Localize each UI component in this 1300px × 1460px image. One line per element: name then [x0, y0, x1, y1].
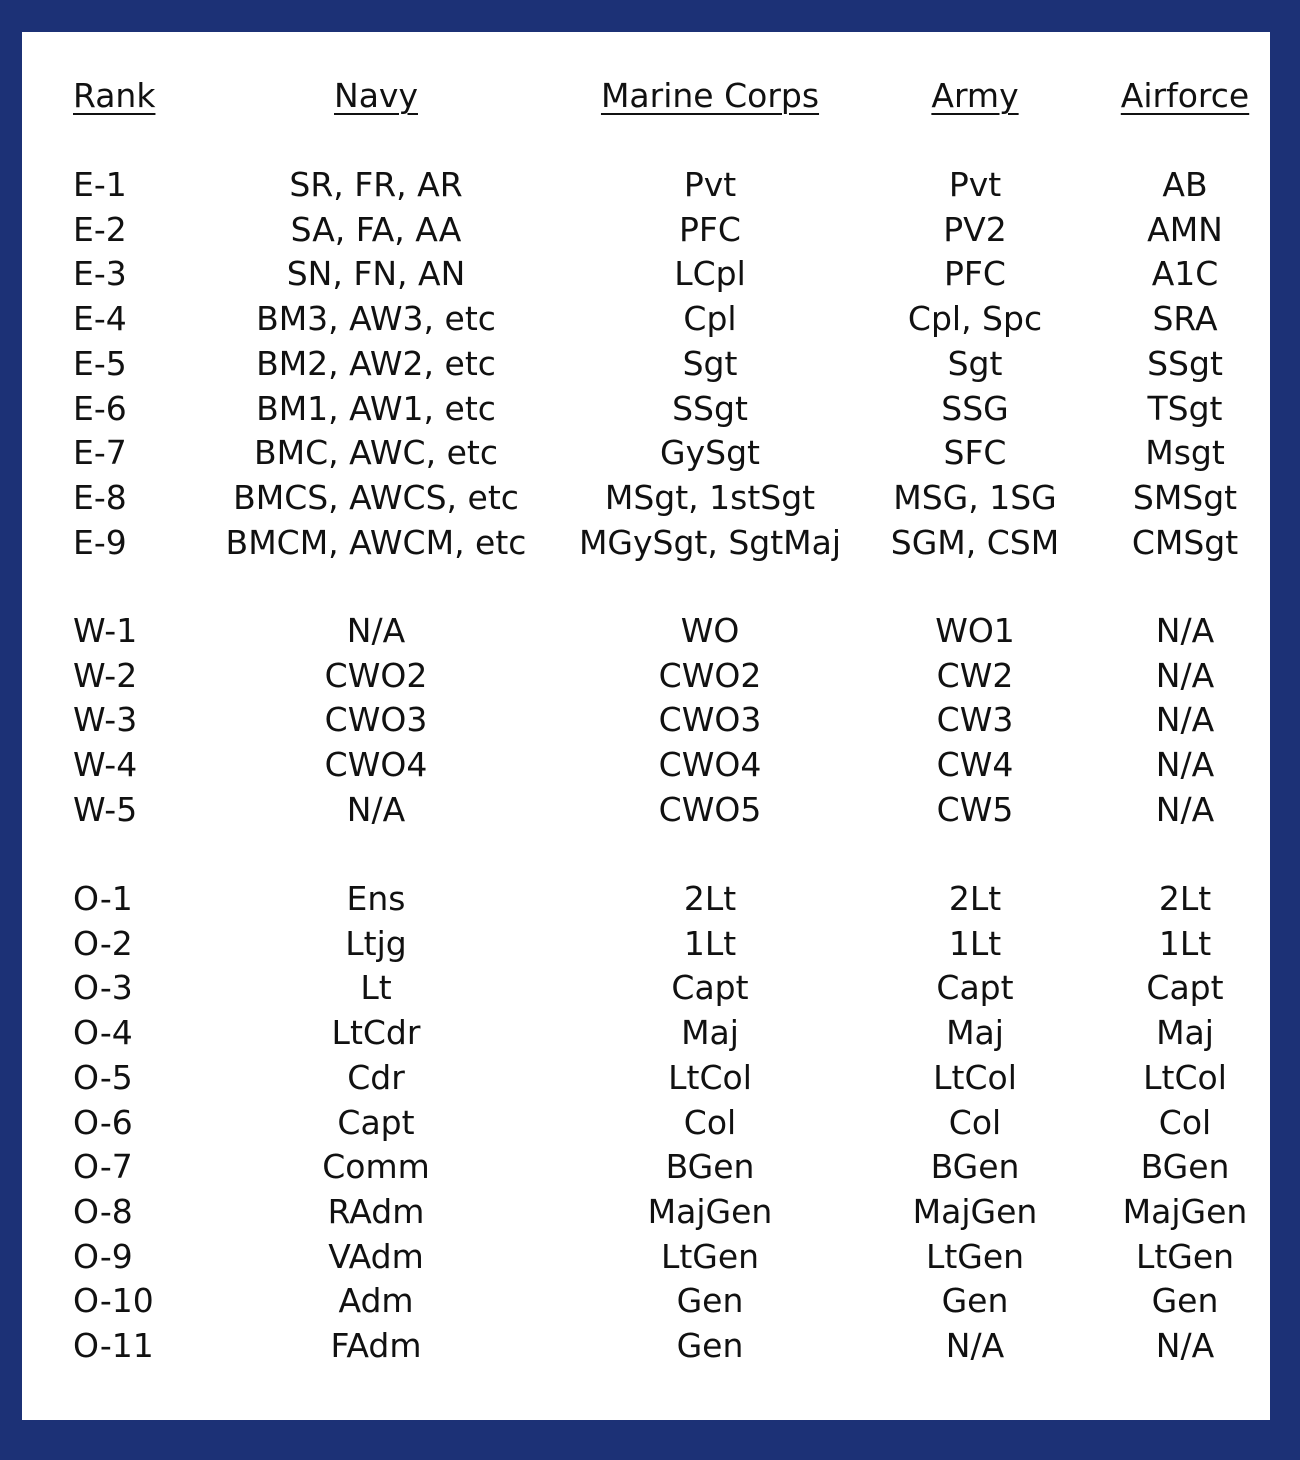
cell-rank: O-1: [73, 879, 133, 918]
table-row: [22, 387, 1270, 431]
cell-airforce: BGen: [1140, 1147, 1230, 1186]
cell-marine-corps: CWO5: [658, 790, 762, 829]
cell-airforce: 2Lt: [1158, 879, 1212, 918]
cell-navy: CWO4: [324, 745, 428, 784]
cell-navy: RAdm: [327, 1192, 425, 1231]
table-row: [22, 698, 1270, 742]
cell-navy: VAdm: [328, 1237, 424, 1276]
cell-airforce: Col: [1158, 1103, 1212, 1142]
cell-airforce: AB: [1162, 165, 1208, 204]
cell-airforce: TSgt: [1147, 389, 1223, 428]
cell-marine-corps: 1Lt: [683, 924, 737, 963]
cell-airforce: 1Lt: [1158, 924, 1212, 963]
cell-army: WO1: [935, 611, 1015, 650]
cell-navy: Ltjg: [345, 924, 407, 963]
cell-rank: E-7: [73, 433, 127, 472]
cell-marine-corps: LtGen: [660, 1237, 760, 1276]
header-navy: Navy: [334, 76, 418, 115]
cell-rank: W-1: [73, 611, 138, 650]
cell-airforce: N/A: [1155, 745, 1215, 784]
cell-airforce: N/A: [1155, 790, 1215, 829]
cell-marine-corps: LtCol: [668, 1058, 752, 1097]
cell-airforce: Gen: [1151, 1281, 1219, 1320]
cell-navy: Adm: [338, 1281, 414, 1320]
cell-army: SFC: [943, 433, 1007, 472]
cell-marine-corps: SSgt: [672, 389, 748, 428]
cell-rank: E-4: [73, 299, 127, 338]
table-row: [22, 788, 1270, 832]
table-row: [22, 1101, 1270, 1145]
table-row: [22, 476, 1270, 520]
table-row: [22, 431, 1270, 475]
cell-army: Cpl, Spc: [907, 299, 1043, 338]
cell-marine-corps: Col: [683, 1103, 737, 1142]
table-row: [22, 163, 1270, 207]
cell-marine-corps: Gen: [676, 1326, 744, 1365]
cell-marine-corps: Cpl: [683, 299, 737, 338]
cell-marine-corps: Capt: [671, 968, 749, 1007]
cell-army: Gen: [941, 1281, 1009, 1320]
cell-army: 1Lt: [948, 924, 1002, 963]
cell-navy: BM2, AW2, etc: [256, 344, 496, 383]
cell-army: Capt: [936, 968, 1014, 1007]
cell-navy: Capt: [337, 1103, 415, 1142]
table-row: [22, 1011, 1270, 1055]
cell-army: Maj: [946, 1013, 1004, 1052]
cell-army: N/A: [945, 1326, 1005, 1365]
cell-marine-corps: MajGen: [647, 1192, 773, 1231]
cell-army: CW3: [936, 700, 1014, 739]
cell-navy: BM1, AW1, etc: [256, 389, 496, 428]
cell-navy: N/A: [346, 611, 406, 650]
cell-army: Pvt: [948, 165, 1002, 204]
table-row: [22, 922, 1270, 966]
cell-airforce: A1C: [1151, 254, 1219, 293]
cell-navy: FAdm: [330, 1326, 422, 1365]
table-row: [22, 1056, 1270, 1100]
cell-army: BGen: [930, 1147, 1020, 1186]
cell-army: CW5: [936, 790, 1014, 829]
cell-marine-corps: CWO3: [658, 700, 762, 739]
cell-navy: Lt: [360, 968, 392, 1007]
cell-navy: CWO3: [324, 700, 428, 739]
cell-navy: BMCS, AWCS, etc: [233, 478, 519, 517]
cell-army: CW4: [936, 745, 1014, 784]
cell-army: SGM, CSM: [890, 523, 1060, 562]
cell-marine-corps: CWO4: [658, 745, 762, 784]
cell-rank: O-6: [73, 1103, 133, 1142]
cell-marine-corps: WO: [680, 611, 740, 650]
cell-navy: LtCdr: [331, 1013, 421, 1052]
cell-airforce: LtGen: [1135, 1237, 1235, 1276]
cell-rank: O-11: [73, 1326, 154, 1365]
cell-airforce: Capt: [1146, 968, 1224, 1007]
cell-airforce: N/A: [1155, 1326, 1215, 1365]
cell-navy: SA, FA, AA: [290, 210, 462, 249]
table-row: [22, 1324, 1270, 1368]
cell-airforce: SSgt: [1147, 344, 1223, 383]
cell-rank: E-1: [73, 165, 127, 204]
cell-marine-corps: Pvt: [683, 165, 737, 204]
table-row: [22, 1145, 1270, 1189]
cell-navy: SR, FR, AR: [289, 165, 463, 204]
cell-navy: CWO2: [324, 656, 428, 695]
cell-marine-corps: MGySgt, SgtMaj: [578, 523, 842, 562]
cell-rank: O-2: [73, 924, 133, 963]
cell-airforce: Maj: [1156, 1013, 1214, 1052]
header-marine-corps: Marine Corps: [600, 76, 820, 115]
cell-airforce: N/A: [1155, 611, 1215, 650]
cell-rank: O-7: [73, 1147, 133, 1186]
cell-navy: N/A: [346, 790, 406, 829]
cell-rank: W-2: [73, 656, 138, 695]
cell-navy: Comm: [322, 1147, 430, 1186]
cell-army: PFC: [944, 254, 1006, 293]
cell-rank: E-8: [73, 478, 127, 517]
table-row: [22, 252, 1270, 296]
cell-army: LtCol: [933, 1058, 1017, 1097]
cell-rank: O-8: [73, 1192, 133, 1231]
cell-marine-corps: PFC: [679, 210, 741, 249]
cell-rank: W-4: [73, 745, 138, 784]
cell-marine-corps: Maj: [681, 1013, 739, 1052]
header-airforce: Airforce: [1120, 76, 1250, 115]
cell-rank: E-3: [73, 254, 127, 293]
cell-rank: O-10: [73, 1281, 154, 1320]
rank-comparison-table: [22, 32, 1270, 1420]
table-row: [22, 521, 1270, 565]
cell-rank: W-3: [73, 700, 138, 739]
cell-airforce: CMSgt: [1131, 523, 1239, 562]
table-header-row: [22, 74, 1270, 118]
table-row: [22, 297, 1270, 341]
cell-rank: W-5: [73, 790, 138, 829]
cell-airforce: AMN: [1147, 210, 1223, 249]
cell-airforce: N/A: [1155, 700, 1215, 739]
header-rank: Rank: [73, 76, 156, 115]
cell-army: LtGen: [925, 1237, 1025, 1276]
cell-navy: BMC, AWC, etc: [254, 433, 498, 472]
cell-marine-corps: MSgt, 1stSgt: [604, 478, 816, 517]
cell-army: MajGen: [912, 1192, 1038, 1231]
cell-army: SSG: [941, 389, 1009, 428]
table-row: [22, 743, 1270, 787]
cell-navy: BMCM, AWCM, etc: [225, 523, 527, 562]
cell-rank: O-3: [73, 968, 133, 1007]
cell-rank: E-9: [73, 523, 127, 562]
table-row: [22, 342, 1270, 386]
cell-rank: O-4: [73, 1013, 133, 1052]
cell-airforce: N/A: [1155, 656, 1215, 695]
cell-marine-corps: BGen: [665, 1147, 755, 1186]
cell-navy: SN, FN, AN: [286, 254, 466, 293]
cell-marine-corps: GySgt: [660, 433, 760, 472]
cell-airforce: SRA: [1152, 299, 1218, 338]
cell-navy: Ens: [346, 879, 406, 918]
cell-airforce: Msgt: [1145, 433, 1225, 472]
cell-airforce: SMSgt: [1132, 478, 1238, 517]
cell-airforce: MajGen: [1122, 1192, 1248, 1231]
table-row: [22, 609, 1270, 653]
header-army: Army: [931, 76, 1019, 115]
table-row: [22, 1190, 1270, 1234]
cell-rank: O-9: [73, 1237, 133, 1276]
table-row: [22, 208, 1270, 252]
cell-marine-corps: LCpl: [674, 254, 746, 293]
cell-army: CW2: [936, 656, 1014, 695]
table-row: [22, 1235, 1270, 1279]
table-row: [22, 654, 1270, 698]
table-row: [22, 877, 1270, 921]
cell-marine-corps: Sgt: [682, 344, 738, 383]
table-row: [22, 966, 1270, 1010]
cell-rank: E-2: [73, 210, 127, 249]
table-row: [22, 1279, 1270, 1323]
cell-rank: E-5: [73, 344, 127, 383]
cell-navy: BM3, AW3, etc: [256, 299, 496, 338]
cell-airforce: LtCol: [1143, 1058, 1227, 1097]
cell-army: MSG, 1SG: [893, 478, 1057, 517]
cell-rank: E-6: [73, 389, 127, 428]
cell-navy: Cdr: [347, 1058, 405, 1097]
cell-marine-corps: CWO2: [658, 656, 762, 695]
cell-army: 2Lt: [948, 879, 1002, 918]
cell-marine-corps: Gen: [676, 1281, 744, 1320]
cell-army: Col: [948, 1103, 1002, 1142]
cell-rank: O-5: [73, 1058, 133, 1097]
cell-marine-corps: 2Lt: [683, 879, 737, 918]
cell-army: PV2: [943, 210, 1007, 249]
cell-army: Sgt: [947, 344, 1003, 383]
